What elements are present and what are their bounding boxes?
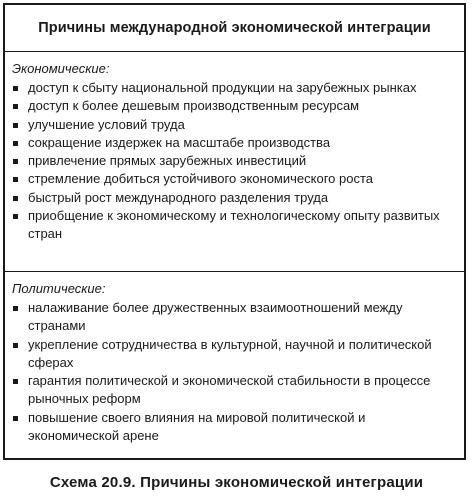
list-item: [12, 189, 454, 207]
list-item-text: стремление добиться устойчивого экономического роста: [28, 171, 373, 187]
list-item-text: гарантия политической и экономической стабильности в процессе рыночных реформ: [28, 373, 431, 407]
list-item: [12, 134, 454, 152]
list-item: [12, 116, 454, 134]
political-section: [5, 272, 464, 445]
list-item: [12, 299, 454, 336]
table-header: [5, 5, 464, 52]
economic-section: [5, 52, 464, 272]
bullet-icon: [13, 159, 18, 164]
list-item: [12, 409, 454, 446]
list-item-text: доступ к сбыту национальной продукции на зарубежных рынках: [28, 80, 417, 95]
figure-caption: Схема 20.9. Причины экономической интеграции: [49, 474, 424, 491]
list-item: [12, 152, 454, 170]
list-item: [12, 97, 454, 115]
bullet-icon: [13, 141, 18, 146]
list-item-text: доступ к более дешевым производственным ресурсам: [28, 98, 360, 114]
list-item-text: повышение своего влияния на мировой политической и экономической арене: [28, 409, 366, 444]
economic-list: [12, 79, 454, 244]
bullet-icon: [13, 86, 18, 91]
list-item-text: сокращение издержек на масштабе производства: [28, 134, 331, 150]
economic-section-title: Экономические:: [12, 61, 110, 76]
list-item: [12, 372, 454, 409]
bullet-icon: [13, 379, 18, 384]
political-section-title: Политические:: [12, 281, 106, 296]
bullet-icon: [13, 343, 18, 348]
list-item-text: налаживание более дружественных взаимоотношений между странами: [28, 300, 403, 334]
list-item-text: приобщение к экономическому и технологическому опыту развитых стран: [28, 208, 440, 242]
list-item: [12, 336, 454, 373]
scheme-table: [3, 3, 466, 460]
bullet-icon: [13, 104, 18, 109]
political-list: [12, 299, 454, 445]
list-item: [12, 79, 454, 97]
list-item: [12, 170, 454, 188]
bullet-icon: [13, 196, 18, 201]
list-item-text: улучшение условий труда: [28, 116, 185, 132]
list-item-text: укрепление сотрудничества в культурной, научной и политической сферах: [28, 336, 432, 370]
bullet-icon: [13, 306, 18, 311]
bullet-icon: [13, 416, 18, 421]
bullet-icon: [13, 177, 18, 182]
bullet-icon: [13, 214, 18, 219]
list-item-text: привлечение прямых зарубежных инвестиций: [28, 153, 307, 169]
list-item-text: быстрый рост международного разделения труда: [28, 189, 329, 205]
bullet-icon: [13, 123, 18, 128]
list-item: [12, 207, 454, 244]
table-header-text: Причины международной экономической интеграции: [38, 20, 431, 36]
